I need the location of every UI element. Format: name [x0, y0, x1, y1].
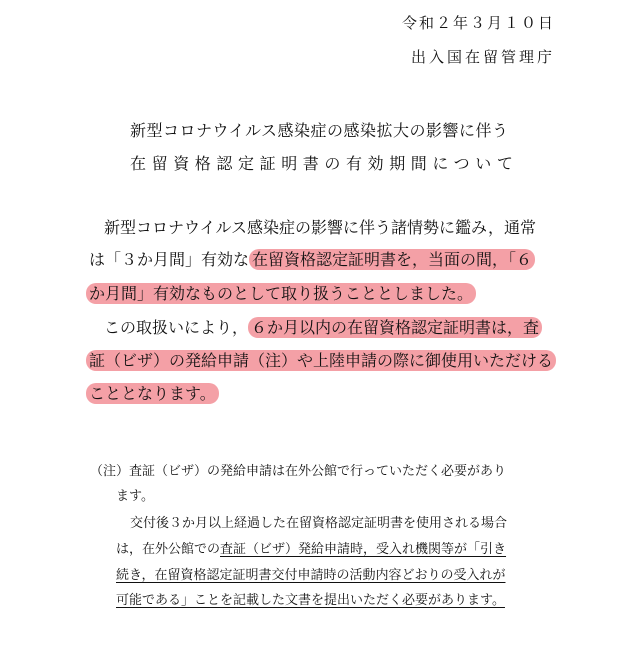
- highlighted-text: 証（ビザ）の発給申請（注）や上陸申請の際に御使用いただける: [86, 350, 556, 371]
- body-line-2-text: は「３か月間」有効な: [89, 250, 250, 269]
- note-line-5: [116, 564, 505, 583]
- body-line-3: [86, 281, 476, 304]
- highlighted-text: ６か月以内の在留資格認定証明書は，査: [248, 317, 542, 338]
- underlined-text: 続き，在留資格認定証明書交付申請時の活動内容どおりの受入れが: [116, 568, 506, 583]
- body-line-1: 新型コロナウイルス感染症の影響に伴う諸情勢に鑑み，通常: [104, 218, 537, 237]
- note-line-2: ます。: [116, 489, 154, 504]
- document-title-line-2: 在留資格認定証明書の有効期間について: [130, 154, 519, 173]
- document-title-line-1: 新型コロナウイルス感染症の感染拡大の影響に伴う: [130, 121, 509, 140]
- note-line-3: 交付後３か月以上経過した在留資格認定証明書を使用される場合: [130, 516, 508, 531]
- note-line-1: （注）査証（ビザ）の発給申請は在外公館で行っていただく必要があり: [90, 464, 507, 479]
- underlined-text: 可能である」ことを記載した文書を提出いただく必要があります。: [116, 593, 505, 608]
- highlighted-text: 在留資格認定証明書を，当面の間，「６: [249, 249, 535, 270]
- note-line-6: [116, 589, 505, 608]
- body-line-5: [86, 348, 556, 371]
- underlined-text: 査証（ビザ）発給申請時，受入れ機関等が「引き: [220, 542, 507, 557]
- body-line-4-text: この取扱いにより，: [104, 318, 249, 337]
- highlighted-text: こととなります。: [86, 383, 219, 404]
- issuing-agency: 出入国在留管理庁: [410, 48, 555, 66]
- note-line-4: [116, 538, 506, 557]
- body-line-4: [104, 315, 542, 338]
- body-line-6: [86, 381, 219, 404]
- highlighted-text: か月間」有効なものとして取り扱うこととしました。: [86, 283, 476, 304]
- note-line-4-text: は，在外公館での: [116, 542, 221, 557]
- document-date: 令和２年３月１０日: [401, 14, 555, 32]
- body-line-2: [89, 247, 535, 270]
